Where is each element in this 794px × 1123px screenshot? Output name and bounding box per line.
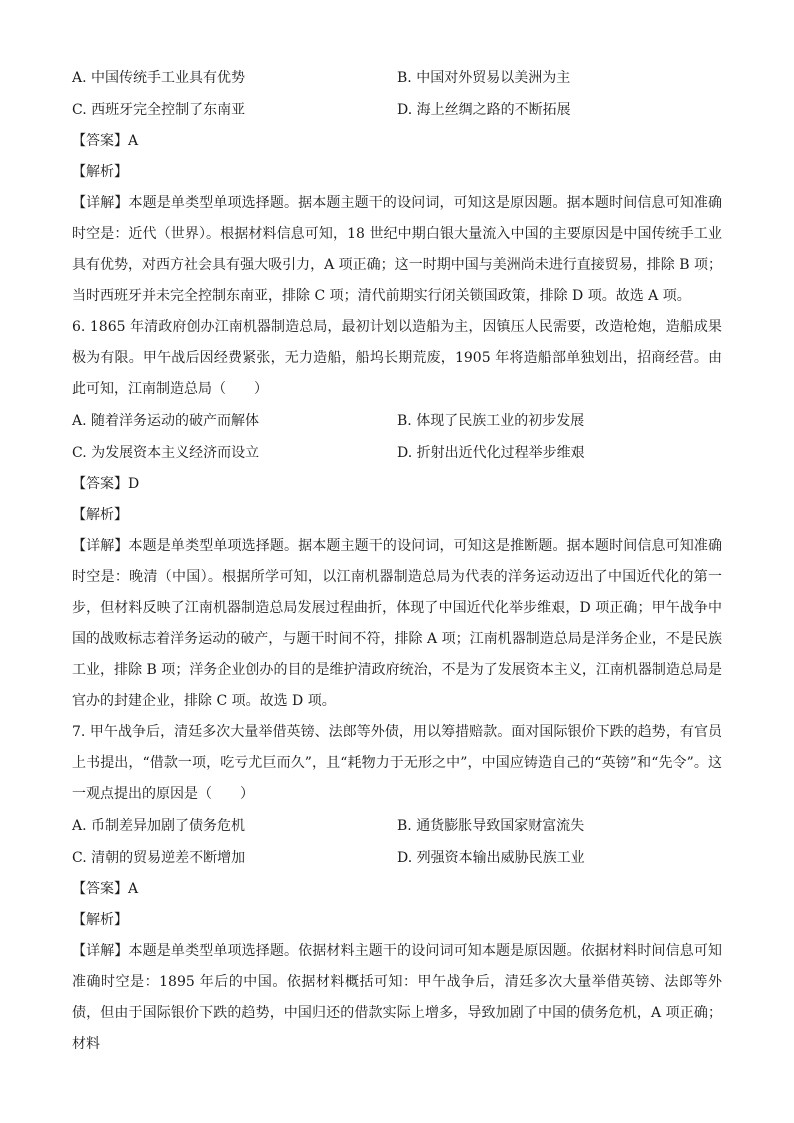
q6-detail: 【详解】本题是单类型单项选择题。据本题主题干的设问词，可知这是推断题。据本题时间信息可知准确时空是：晚清（中国）。根据所学可知，以江南机器制造总局为代表的洋务运动迈出了中国近代化的第一步，但材料反映了江南机器制造总局发展过程曲折，体现了中国近代化举步维艰，D 项正确；甲午战争中国的战败标志着洋务运动的破产，与题干时间不符，排除 A 项；江南机器制造总局是洋务企业，不是民族工业，排除 B 项；洋务企业创办的目的是维护清政府统治，不是为了发展资本主义，江南机器制造总局是官办的封建企业，排除 C 项。故选 D 项。 <box>72 538 722 709</box>
q6-options <box>72 405 722 469</box>
q6-option-d: D. 折射出近代化过程举步维艰 <box>397 445 585 461</box>
q7-stem: 7. 甲午战争后，清廷多次大量举借英镑、法郎等外债，用以筹措赔款。面对国际银价下跌的趋势，有官员上书提出，“借款一项，吃亏尤巨而久”，且“耗物力于无形之中”，中国应铸造自己的“英镑”和“先令”。这一观点提出的原因是（ ） <box>72 724 722 802</box>
q5-option-d: D. 海上丝绸之路的不断拓展 <box>397 102 571 118</box>
q7-option-b: B. 通货膨胀导致国家财富流失 <box>397 818 585 834</box>
q6-answer: 【答案】D <box>72 476 140 492</box>
q7-options <box>72 810 722 874</box>
q7-option-d: D. 列强资本输出威胁民族工业 <box>397 850 585 866</box>
document-page <box>72 62 722 1060</box>
q6-option-a: A. 随着洋务运动的破产而解体 <box>72 413 260 429</box>
q5-option-c: C. 西班牙完全控制了东南亚 <box>72 102 246 118</box>
q5-option-b: B. 中国对外贸易以美洲为主 <box>397 70 571 86</box>
q5-answer: 【答案】A <box>72 133 139 149</box>
q6-option-c: C. 为发展资本主义经济而设立 <box>72 445 260 461</box>
q7-analysis-label: 【解析】 <box>72 912 128 928</box>
q5-option-a: A. 中国传统手工业具有优势 <box>72 70 246 86</box>
q7-detail: 【详解】本题是单类型单项选择题。依据材料主题干的设问词可知本题是原因题。依据材料时间信息可知准确时空是：1895 年后的中国。依据材料概括可知：甲午战争后，清廷多次大量举借英镑、法郎等外债，但由于国际银价下跌的趋势，中国归还的借款实际上增多，导致加剧了中国的债务危机，A 项正确；材料 <box>72 943 722 1052</box>
q6-analysis-label: 【解析】 <box>72 507 128 523</box>
q5-options <box>72 62 722 126</box>
q6-option-b: B. 体现了民族工业的初步发展 <box>397 413 585 429</box>
q6-stem: 6. 1865 年清政府创办江南机器制造总局，最初计划以造船为主，因镇压人民需要，改造枪炮，造船成果极为有限。甲午战后因经费紧张，无力造船，船坞长期荒废，1905 年将造船部单独划出，招商经营。由此可知，江南制造总局（ ） <box>72 319 722 397</box>
q5-detail: 【详解】本题是单类型单项选择题。据本题主题干的设问词，可知这是原因题。据本题时间信息可知准确时空是：近代（世界）。根据材料信息可知，18 世纪中期白银大量流入中国的主要原因是中国传统手工业具有优势，对西方社会具有强大吸引力，A 项正确；这一时期中国与美洲尚未进行直接贸易，排除 B 项；当时西班牙并未完全控制东南亚，排除 C 项；清代前期实行闭关锁国政策，排除 D 项。故选 A 项。 <box>72 195 722 304</box>
q7-option-c: C. 清朝的贸易逆差不断增加 <box>72 850 246 866</box>
q7-answer: 【答案】A <box>72 881 139 897</box>
q7-option-a: A. 币制差异加剧了债务危机 <box>72 818 246 834</box>
q5-analysis-label: 【解析】 <box>72 164 128 180</box>
